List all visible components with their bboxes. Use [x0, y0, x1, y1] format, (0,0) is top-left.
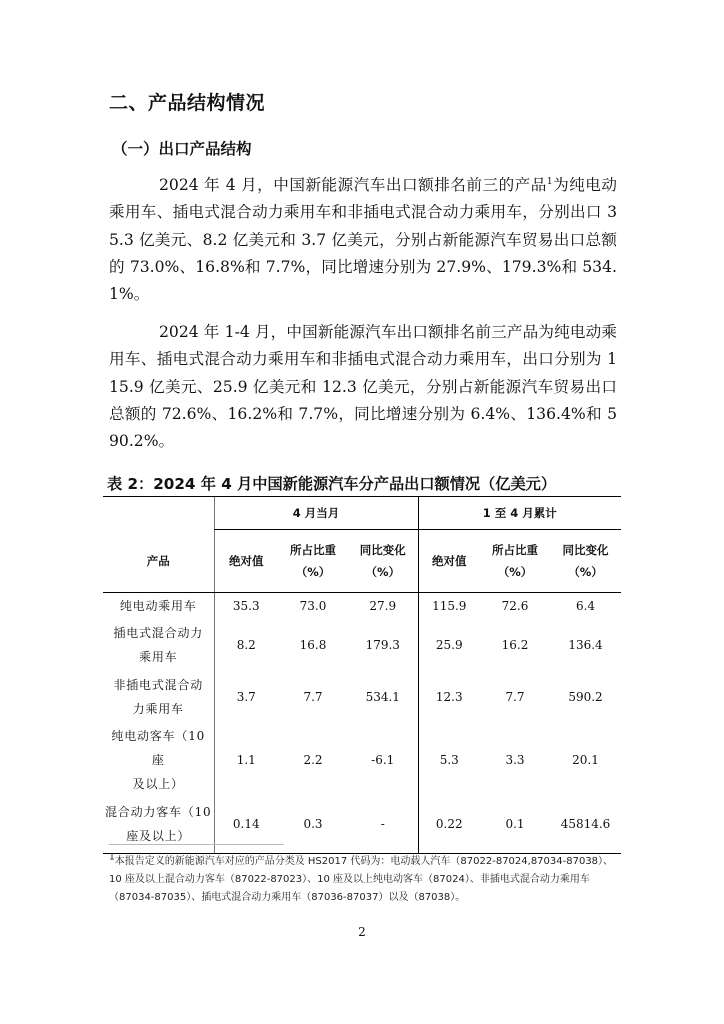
header-change-month-l1: 同比变化: [359, 543, 406, 557]
footnote: [109, 853, 621, 907]
header-change-cum: [550, 530, 621, 593]
footnote-separator: [109, 844, 284, 845]
cell-abs-cum: 0.22: [418, 796, 480, 854]
header-share-cum: [480, 530, 550, 593]
cell-share-cum: 7.7: [505, 690, 525, 704]
header-share-month-l1: 所占比重: [290, 543, 336, 557]
cell-change-cum: 6.4: [575, 598, 596, 613]
paragraph-april: [109, 172, 617, 308]
cell-share-month: 2.2: [303, 752, 323, 767]
header-share-cum-l1: 所占比重: [492, 543, 538, 557]
row-product-name: 纯电动乘用车: [119, 598, 197, 613]
cell-change-cum: 45814.6: [550, 796, 621, 854]
paragraph-april-text-b: 为纯电动乘用车、插电式混合动力乘用车和非插电式混合动力乘用车，分别出口 35.3 亿美元、8.2 亿美元和 3.7 亿美元，分别占新能源汽车贸易出口总额的 73.0%、16.8%和 7.7%，同比增速分别为 27.9%、179.3%和 534.1%。: [109, 176, 617, 304]
footnote-marker: 1: [109, 852, 115, 863]
cell-abs-cum: 115.9: [418, 593, 480, 619]
cell-abs-month: 0.14: [214, 796, 278, 854]
cell-change-month: 27.9: [369, 598, 397, 613]
cell-share-cum: 3.3: [505, 752, 525, 767]
cell-share-month: 7.7: [303, 690, 323, 704]
cell-change-cum: 590.2: [568, 690, 603, 704]
header-group-cumulative: 1 至 4 月累计: [418, 497, 621, 530]
paragraph-april-text-a: 2024 年 4 月，中国新能源汽车出口额排名前三的产品: [159, 176, 547, 194]
header-change-month-l2: （%）: [365, 565, 401, 579]
row-product-name: [103, 671, 214, 724]
section-heading: 二、产品结构情况: [109, 92, 266, 114]
footnote-ref[interactable]: 1: [546, 176, 553, 187]
cell-abs-cum: 12.3: [418, 671, 480, 724]
cell-change-cum: 136.4: [568, 637, 603, 652]
table-row: [103, 593, 621, 619]
table-row: [103, 724, 621, 796]
cell-share-month: 0.3: [278, 796, 348, 854]
row-name-l1: 非插电式混合动: [113, 678, 204, 692]
row-name-l2: 座及以上）: [126, 829, 191, 844]
paragraph-jan-apr: 2024 年 1-4 月，中国新能源汽车出口额排名前三产品为纯电动乘用车、插电式混合动力乘用车和非插电式混合动力乘用车，出口分别为 115.9 亿美元、25.9 亿美元和 12.3 亿美元，分别占新能源汽车贸易出口总额的 72.6%、16.2%和 7.7%，同比增速分别为 6.4%、136.4%和 590.2%。: [109, 323, 617, 451]
row-name-l2: 力乘用车: [132, 702, 184, 716]
subsection-heading: （一）出口产品结构: [112, 140, 252, 158]
header-abs-month: 绝对值: [214, 530, 278, 593]
page-number: 2: [358, 925, 366, 939]
header-group-month: 4 月当月: [214, 497, 418, 530]
footnote-text: 本报告定义的新能源汽车对应的产品分类及 HS2017 代码为：电动载人汽车（87022-87024,87034-87038）、10 座及以上混合动力客车（87022-87023）、10 座及以上纯电动客车（87024）、非插电式混合动力乘用车（87034-87035）、插电式混合动力乘用车（87036-87037）以及（87038）。: [109, 856, 614, 903]
export-table: [103, 496, 621, 854]
header-product: 产品: [103, 530, 214, 593]
cell-change-cum: 20.1: [572, 752, 599, 767]
cell-share-month: 73.0: [299, 598, 327, 613]
cell-change-month: -6.1: [371, 752, 395, 767]
table-corner: [103, 497, 214, 530]
header-share-cum-l2: （%）: [497, 565, 533, 579]
cell-abs-cum: 25.9: [418, 619, 480, 671]
cell-share-month: 16.8: [299, 637, 327, 652]
cell-abs-cum: 5.3: [418, 724, 480, 796]
cell-abs-month: 1.1: [214, 724, 278, 796]
cell-share-cum: 16.2: [501, 637, 529, 652]
cell-change-month: 534.1: [365, 690, 400, 704]
table-row: [103, 671, 621, 724]
cell-abs-month: 3.7: [214, 671, 278, 724]
header-share-month-l2: （%）: [295, 565, 331, 579]
row-product-name: [103, 724, 214, 796]
header-change-cum-l1: 同比变化: [562, 543, 609, 557]
cell-change-month: -: [348, 796, 418, 854]
cell-abs-month: 35.3: [214, 593, 278, 619]
header-share-month: [278, 530, 348, 593]
row-name-l2: 乘用车: [139, 649, 178, 664]
header-change-cum-l2: （%）: [568, 565, 603, 579]
table-row: [103, 619, 621, 671]
cell-change-month: 179.3: [365, 637, 400, 652]
header-abs-cum: 绝对值: [418, 530, 480, 593]
row-product-name: [103, 619, 214, 671]
row-name-l1: 纯电动客车（10 座: [111, 728, 206, 767]
cell-share-cum: 0.1: [480, 796, 550, 854]
cell-abs-month: 8.2: [214, 619, 278, 671]
table-title: 表 2：2024 年 4 月中国新能源汽车分产品出口额情况（亿美元）: [107, 475, 557, 493]
row-name-l1: 混合动力客车（10: [105, 805, 212, 820]
header-change-month: [348, 530, 418, 593]
row-name-l1: 插电式混合动力: [113, 625, 204, 640]
cell-share-cum: 72.6: [501, 598, 529, 613]
row-name-l2: 及以上）: [132, 776, 184, 791]
